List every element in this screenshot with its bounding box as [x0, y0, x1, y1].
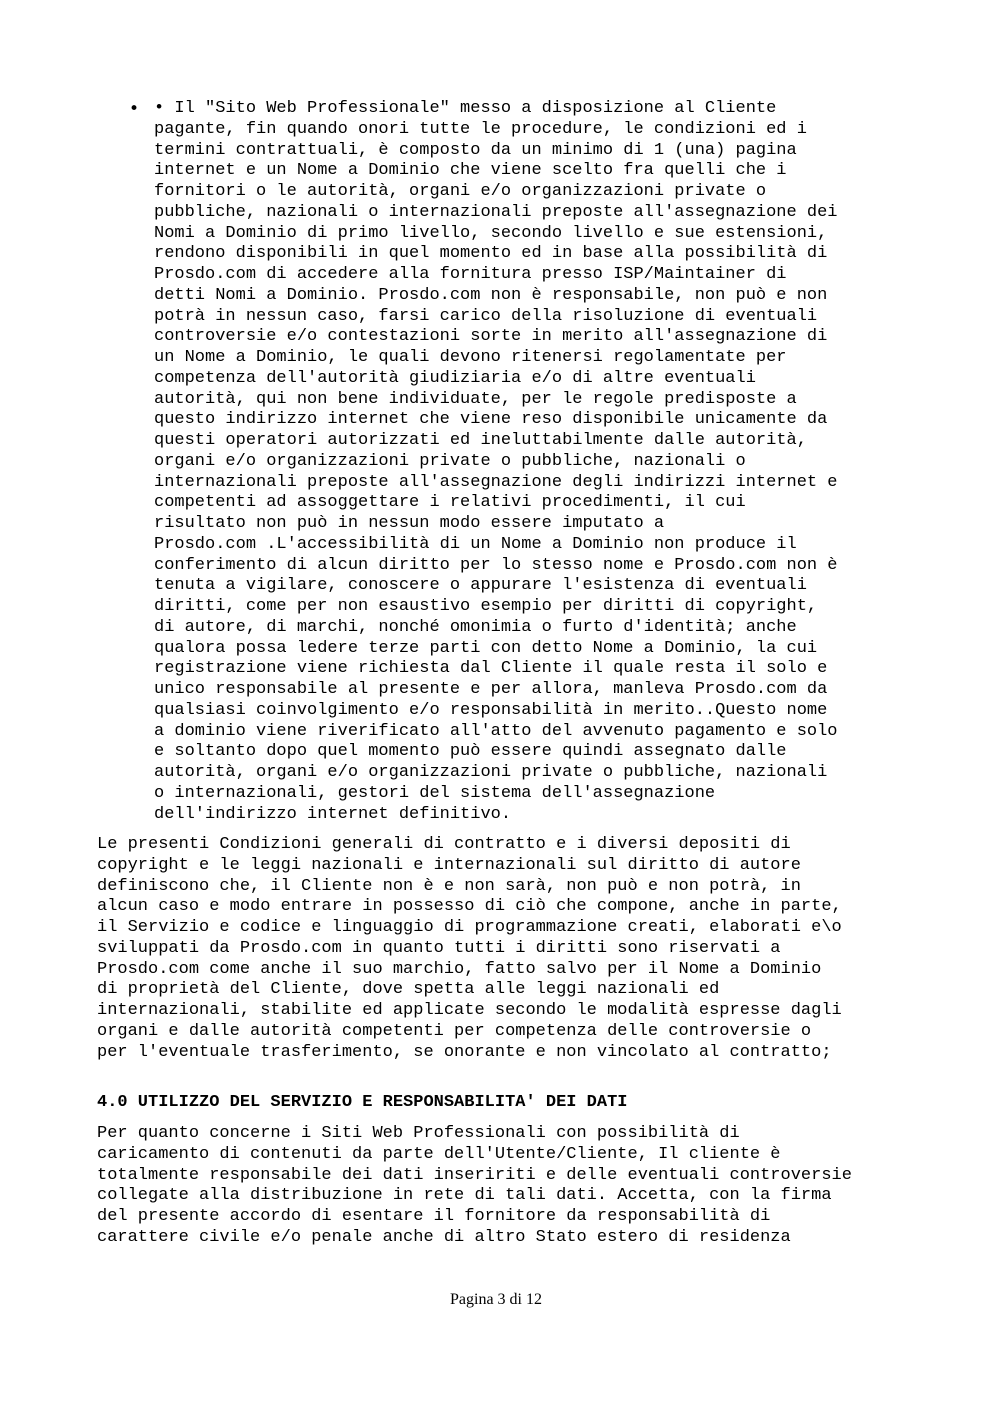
text-line: il Servizio e codice e linguaggio di programmazione creati, elaborati e\o	[97, 918, 842, 937]
text-line: termini contrattuali, è composto da un minimo di 1 (una) pagina	[154, 140, 797, 160]
page-number-footer: Pagina 3 di 12	[450, 1291, 542, 1308]
text-line: alcun caso e modo entrare in possesso di ciò che compone, anche in parte,	[97, 897, 842, 917]
paragraph-copyright	[97, 835, 842, 1063]
text-line: carattere civile e/o penale anche di altro Stato estero di residenza	[97, 1227, 791, 1247]
text-line: organi e dalle autorità competenti per competenza delle controversie o	[97, 1021, 812, 1041]
text-line: del presente accordo di esentare il fornitore da responsabilità di	[97, 1207, 771, 1226]
text-line: internazionali, stabilite ed applicate secondo le modalità espresse dagli	[97, 1001, 842, 1020]
text-line: dell'indirizzo internet definitivo.	[154, 804, 512, 824]
text-line: autorità, qui non bene individuate, per le regole predisposte a	[154, 389, 797, 409]
text-line: e soltanto dopo quel momento può essere quindi assegnato dalle	[154, 742, 787, 762]
text-line: rendono disponibili in quel momento ed in base alla possibilità di	[154, 244, 828, 264]
text-line: • Il "Sito Web Professionale" messo a disposizione al Cliente	[154, 99, 777, 118]
text-line: potrà in nessun caso, farsi carico della risoluzione di eventuali	[154, 306, 818, 326]
text-line: a dominio viene riverificato all'atto del avvenuto pagamento e solo	[154, 721, 838, 741]
text-line: registrazione viene richiesta dal Cliente il quale resta il solo e	[154, 659, 828, 679]
text-line: qualora possa ledere terze parti con detto Nome a Dominio, la cui	[154, 638, 818, 658]
text-line: unico responsabile al presente e per allora, manleva Prosdo.com da	[154, 680, 828, 699]
text-line: competenza dell'autorità giudiziaria e/o di altre eventuali	[154, 368, 756, 388]
text-line: un Nome a Dominio, le quali devono ritenersi regolamentate per	[154, 348, 787, 367]
text-line: pagante, fin quando onori tutte le procedure, le condizioni ed i	[154, 119, 807, 139]
text-line: autorità, organi e/o organizzazioni private o pubbliche, nazionali	[154, 763, 828, 782]
text-line: sviluppati da Prosdo.com in quanto tutti i diritti sono riservati a	[97, 938, 781, 958]
text-line: totalmente responsabile dei dati inseririti e delle eventuali controversie	[97, 1165, 852, 1185]
text-line: questo indirizzo internet che viene reso disponibile unicamente da	[154, 410, 828, 430]
section-heading: 4.0 UTILIZZO DEL SERVIZIO E RESPONSABILITA' DEI DATI	[97, 1093, 628, 1112]
text-line: fornitori o le autorità, organi e/o organizzazioni private o	[154, 182, 767, 201]
text-line: pubbliche, nazionali o internazionali preposte all'assegnazione dei	[154, 202, 838, 222]
bullet-dot-icon: •	[129, 99, 140, 119]
text-line: Prosdo.com come anche il suo marchio, fatto salvo per il Nome a Dominio	[97, 959, 822, 979]
text-line: conferimento di alcun diritto per lo stesso nome e Prosdo.com non è	[154, 555, 838, 575]
text-line: tenuta a vigilare, conoscere o appurare l'esistenza di eventuali	[154, 576, 807, 596]
text-line: internazionali preposte all'assegnazione degli indirizzi internet e	[154, 472, 838, 492]
text-line: Prosdo.com .L'accessibilità di un Nome a Dominio non produce il	[154, 534, 797, 554]
text-line: Le presenti Condizioni generali di contratto e i diversi depositi di	[97, 835, 791, 854]
text-line: questi operatori autorizzati ed ineluttabilmente dalle autorità,	[154, 431, 807, 450]
text-line: per l'eventuale trasferimento, se onorante e non vincolato al contratto;	[97, 1042, 832, 1062]
section-body	[97, 1124, 852, 1249]
text-line: organi e/o organizzazioni private o pubbliche, nazionali o	[154, 451, 746, 471]
text-line: risultato non può in nessun modo essere imputato a	[154, 514, 665, 533]
text-line: Per quanto concerne i Siti Web Professionali con possibilità di	[97, 1124, 740, 1143]
text-line: internet e un Nome a Dominio che viene scelto fra quelli che i	[154, 161, 787, 181]
text-line: di proprietà del Cliente, dove spetta alle leggi nazionali ed	[97, 980, 720, 1000]
text-line: definiscono che, il Cliente non è e non sarà, non può e non potrà, in	[97, 876, 801, 896]
text-line: di autore, di marchi, nonché omonimia o furto d'identità; anche	[154, 617, 797, 637]
text-line: detti Nomi a Dominio. Prosdo.com non è responsabile, non può e non	[154, 285, 828, 305]
text-line: competenti ad assoggettare i relativi procedimenti, il cui	[154, 493, 746, 513]
text-line: Prosdo.com di accedere alla fornitura presso ISP/Maintainer di	[154, 265, 787, 284]
text-line: qualsiasi coinvolgimento e/o responsabilità in merito..Questo nome	[154, 700, 828, 720]
text-line: controversie e/o contestazioni sorte in merito all'assegnazione di	[154, 327, 828, 347]
text-line: o internazionali, gestori del sistema dell'assegnazione	[154, 783, 716, 803]
text-line: Nomi a Dominio di primo livello, secondo livello e sue estensioni,	[154, 223, 828, 243]
text-line: diritti, come per non esaustivo esempio per diritti di copyright,	[154, 597, 818, 616]
text-line: caricamento di contenuti da parte dell'Utente/Cliente, Il cliente è	[97, 1144, 781, 1164]
text-line: collegate alla distribuzione in rete di tali dati. Accetta, con la firma	[97, 1186, 832, 1206]
text-line: copyright e le leggi nazionali e internazionali sul diritto di autore	[97, 855, 801, 875]
bullet-item-domain-name	[154, 99, 838, 825]
